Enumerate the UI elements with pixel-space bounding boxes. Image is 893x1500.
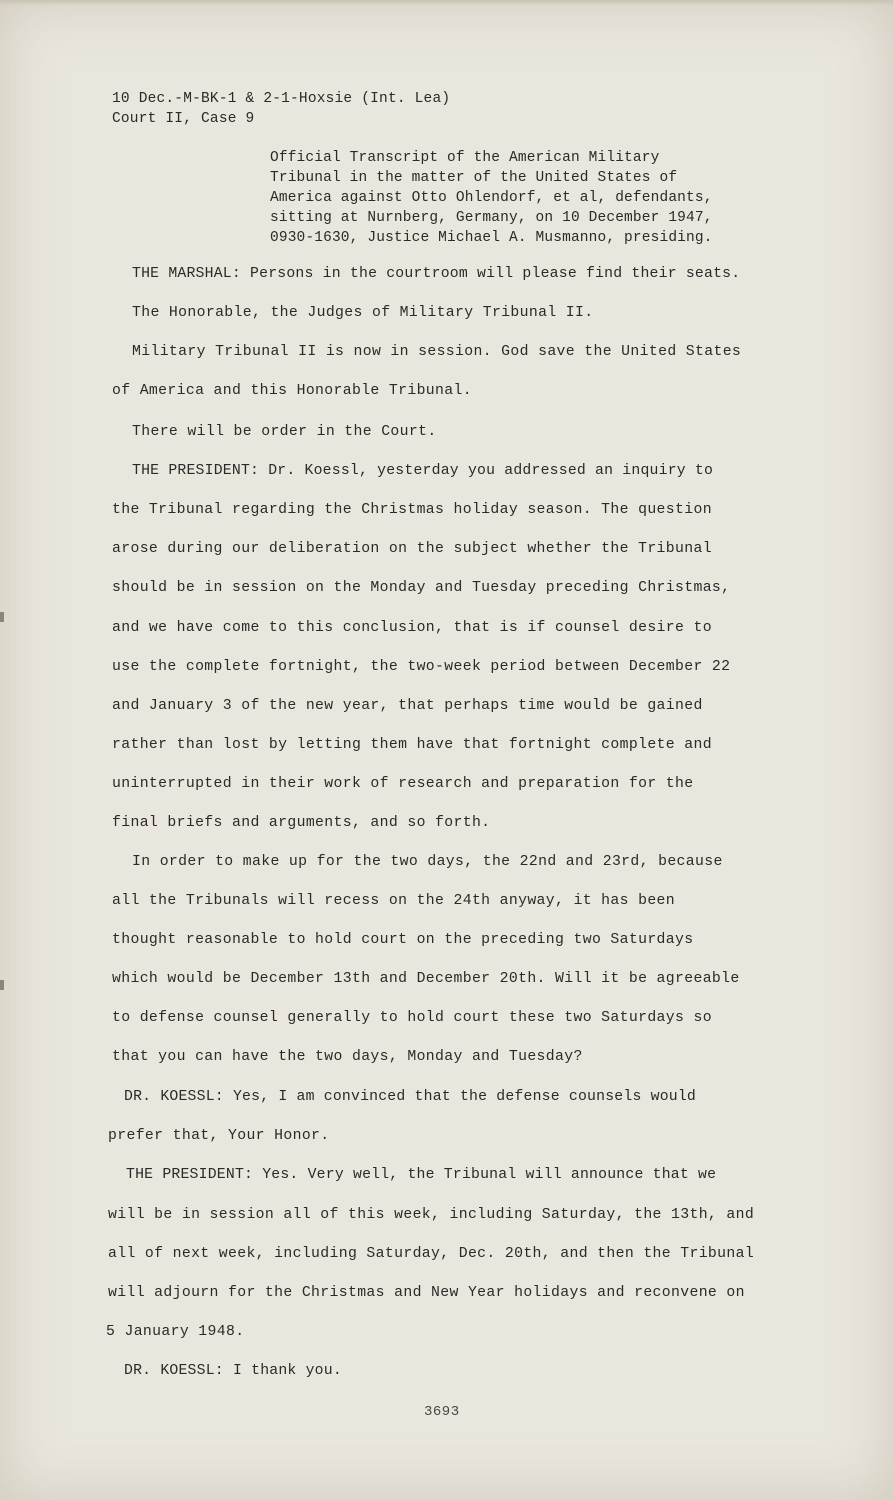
caption-line: Tribunal in the matter of the United States of	[270, 170, 678, 186]
transcript-line: THE MARSHAL: Persons in the courtroom will please find their seats.	[132, 266, 741, 282]
transcript-line: There will be order in the Court.	[132, 424, 437, 440]
transcript-line: DR. KOESSL: I thank you.	[124, 1363, 342, 1379]
caption-line: sitting at Nurnberg, Germany, on 10 December 1947,	[270, 210, 713, 226]
transcript-line: THE PRESIDENT: Yes. Very well, the Tribunal will announce that we	[126, 1167, 717, 1183]
header-line: 10 Dec.-M-BK-1 & 2-1-Hoxsie (Int. Lea)	[112, 91, 451, 107]
transcript-line: of America and this Honorable Tribunal.	[112, 383, 472, 399]
transcript-line: arose during our deliberation on the subject whether the Tribunal	[112, 541, 712, 557]
punch-mark	[0, 612, 4, 622]
transcript-line: thought reasonable to hold court on the preceding two Saturdays	[112, 932, 694, 948]
page-number: 3693	[424, 1404, 460, 1420]
transcript-line: all of next week, including Saturday, Dec. 20th, and then the Tribunal	[108, 1246, 755, 1262]
caption-line: 0930-1630, Justice Michael A. Musmanno, presiding.	[270, 230, 713, 246]
transcript-line: final briefs and arguments, and so forth.	[112, 815, 491, 831]
transcript-line: should be in session on the Monday and Tuesday preceding Christmas,	[112, 580, 731, 596]
transcript-line: which would be December 13th and December 20th. Will it be agreeable	[112, 971, 740, 987]
transcript-line: THE PRESIDENT: Dr. Koessl, yesterday you addressed an inquiry to	[132, 463, 714, 479]
transcript-line: DR. KOESSL: Yes, I am convinced that the defense counsels would	[124, 1089, 697, 1105]
transcript-line: will adjourn for the Christmas and New Year holidays and reconvene on	[108, 1285, 745, 1301]
caption-line: America against Otto Ohlendorf, et al, defendants,	[270, 190, 713, 206]
transcript-line: rather than lost by letting them have that fortnight complete and	[112, 737, 712, 753]
transcript-line: The Honorable, the Judges of Military Tribunal II.	[132, 305, 594, 321]
transcript-line: Military Tribunal II is now in session. God save the United States	[132, 344, 742, 360]
transcript-line: prefer that, Your Honor.	[108, 1128, 330, 1144]
transcript-line: the Tribunal regarding the Christmas holiday season. The question	[112, 502, 712, 518]
transcript-caption	[270, 148, 713, 248]
caption-line: Official Transcript of the American Military	[270, 150, 660, 166]
transcript-line: will be in session all of this week, including Saturday, the 13th, and	[108, 1207, 755, 1223]
header-line: Court II, Case 9	[112, 111, 255, 127]
transcript-line: uninterrupted in their work of research and preparation for the	[112, 776, 694, 792]
transcript-line: and we have come to this conclusion, that is if counsel desire to	[112, 620, 712, 636]
punch-mark	[0, 980, 4, 990]
document-header	[112, 89, 450, 129]
transcript-line: and January 3 of the new year, that perhaps time would be gained	[112, 698, 703, 714]
transcript-line: 5 January 1948.	[106, 1324, 245, 1340]
transcript-line: that you can have the two days, Monday and Tuesday?	[112, 1049, 583, 1065]
transcript-line: use the complete fortnight, the two-week period between December 22	[112, 659, 731, 675]
transcript-line: In order to make up for the two days, the 22nd and 23rd, because	[132, 854, 723, 870]
transcript-line: to defense counsel generally to hold court these two Saturdays so	[112, 1010, 712, 1026]
transcript-line: all the Tribunals will recess on the 24th anyway, it has been	[112, 893, 676, 909]
